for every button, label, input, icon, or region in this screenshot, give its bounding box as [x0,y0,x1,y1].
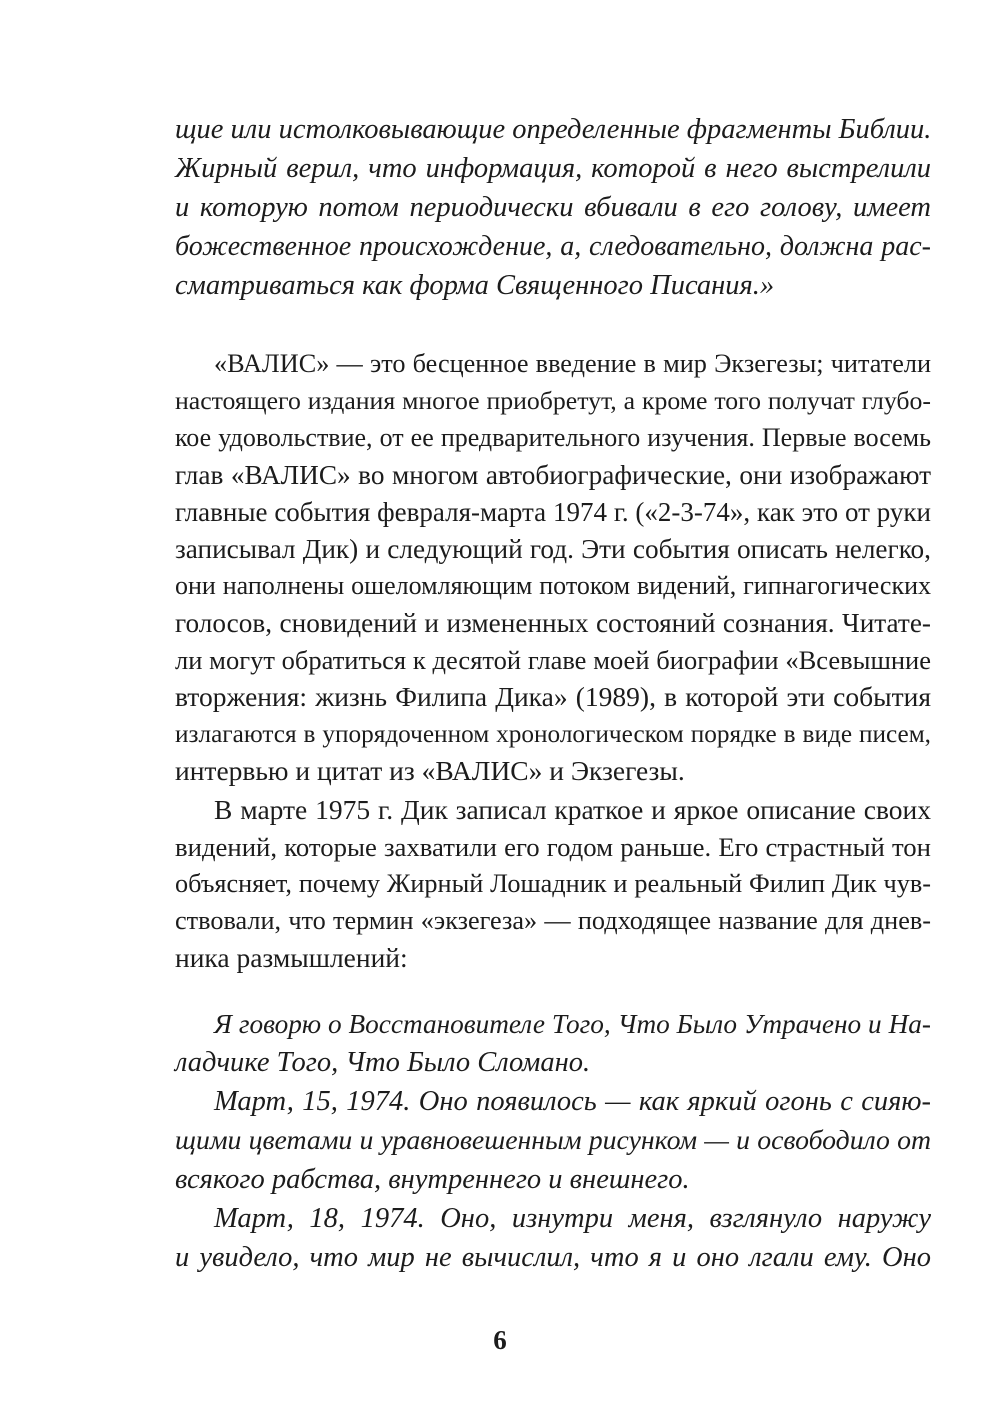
quote-line-1: щие или истолковывающие определенные фрагменты Библии. [175,114,932,145]
page-number: 6 [493,1325,507,1355]
excerpt-line-3: Март, 15, 1974. Оно появилось — как яркий огонь с сияю- [214,1086,931,1117]
excerpt-line-2: ладчике Того, Что Было Сломано. [175,1047,591,1078]
paragraph-1-line-4: глав «ВАЛИС» во многом автобиографические, они изображают [175,460,931,490]
excerpt-line-7: и увидело, что мир не вычислил, что я и оно лгали ему. Оно [175,1242,931,1273]
paragraph-1-line-3: кое удовольствие, от ее предварительного изучения. Первые восемь [175,423,931,452]
paragraph-2-line-1: В марте 1975 г. Дик записал краткое и яркое описание своих [214,794,931,825]
paragraph-1-line-6: записывал Дик) и следующий год. Эти события описать нелегко, [175,534,931,564]
excerpt-line-4: щими цветами и уравновешенным рисунком — и освободило от [175,1125,931,1156]
paragraph-2-line-5: ника размышлений: [175,942,408,973]
quote-line-5: сматриваться как форма Священного Писания.» [175,270,775,301]
quote-line-2: Жирный верил, что информация, которой в него выстрелили [175,153,931,184]
paragraph-1-line-5: главные события февраля-марта 1974 г. («2-3-74», как это от руки [175,497,931,527]
paragraph-2-line-4: ствовали, что термин «экзегеза» — подходящее название для днев- [175,906,931,935]
excerpt-line-5: всякого рабства, внутреннего и внешнего. [175,1164,690,1195]
paragraph-1-line-9: ли могут обратиться к десятой главе моей биографии «Всевышние [175,645,931,675]
paragraph-1-line-7: они наполнены ошеломляющим потоком видений, гипнагогических [175,571,931,600]
paragraph-1-line-12: интервью и цитат из «ВАЛИС» и Экзегезы. [175,755,685,786]
paragraph-1-line-10: вторжения: жизнь Филипа Дика» (1989), в которой эти события [175,681,931,712]
excerpt-line-6: Март, 18, 1974. Оно, изнутри меня, взглянуло наружу [214,1203,931,1234]
quote-line-3: и которую потом периодически вбивали в его голову, имеет [175,192,931,223]
paragraph-1-line-11: излагаются в упорядоченном хронологическом порядке в виде писем, [175,720,931,748]
paragraph-1-line-1: «ВАЛИС» — это бесценное введение в мир Экзегезы; читатели [214,349,931,378]
excerpt-line-1: Я говорю о Восстановителе Того, Что Было Утрачено и На- [214,1009,931,1039]
quote-line-4: божественное происхождение, а, следовательно, должна рас- [175,231,931,262]
paragraph-2-line-3: объясняет, почему Жирный Лошадник и реальный Филип Дик чув- [175,869,931,898]
paragraph-1-line-8: голосов, сновидений и измененных состояний сознания. Читате- [175,608,931,638]
paragraph-1-line-2: настоящего издания многое приобретут, а кроме того получат глубо- [175,386,931,415]
paragraph-2-line-2: видений, которые захватили его годом раньше. Его страстный тон [175,832,931,862]
